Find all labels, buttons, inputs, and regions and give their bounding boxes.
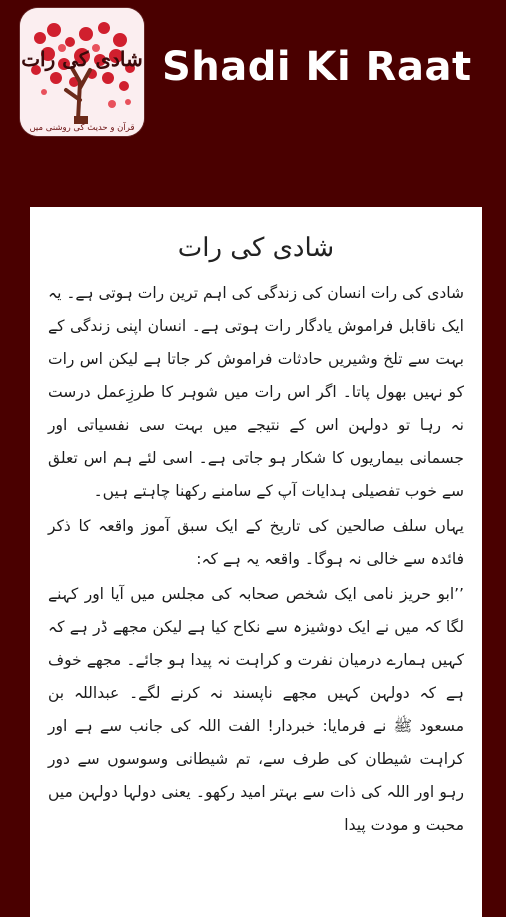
article-title: شادی کی رات <box>177 233 335 263</box>
heart-tree-icon <box>20 8 144 136</box>
article-paragraph: یہاں سلف صالحین کی تاریخ کے ایک سبق آموز واقعہ کا ذکر فائدہ سے خالی نہ ہوگا۔ واقعہ یہ ہے کہ: <box>48 517 464 568</box>
article-paragraph: شادی کی رات انسان کی زندگی کی اہم ترین رات ہوتی ہے۔ یہ ایک ناقابل فراموش یادگار رات ہوتی ہے۔ انسان اپنی زندگی کے بہت سے تلخ وشیریں حادثات فراموش کر جاتا ہے لیکن اس رات کو نہیں بھول پاتا۔ اگر اس رات میں شوہر کا طرزِعمل درست نہ رہا تو دولہن اس کے نتیجے میں بہت سی نفسیاتی اور جسمانی بیماریوں کا شکار ہو جاتی ہے۔ اسی لئے ہم اس تعلق سے خوب تفصیلی ہدایات آپ کے سامنے رکھنا چاہتے ہیں۔ <box>48 284 464 500</box>
icon-title: شادی کی رات <box>21 47 143 71</box>
article-paragraph: ’’ابو حریز نامی ایک شخص صحابہ کی مجلس میں آیا اور کہنے لگا کہ میں نے ایک دوشیزہ سے نکاح کیا ہے لیکن مجھے ڈر ہے کہ کہیں ہمارے درمیان نفرت و کراہت نہ پیدا ہو جائے۔ مجھے خوف ہے کہ دولہن کہیں مجھے ناپسند نہ کرنے لگے۔ عبداللہ بن مسعود ﷺ نے فرمایا: خبردار! الفت اللہ کی جانب سے ہے اور کراہت شیطان کی طرف سے، تم شیطانی وسوسوں سے دور رہو اور اللہ کی ذات سے بہتر امید رکھو۔ یعنی دولہا دولہن میں محبت و مودت پیدا <box>48 585 464 834</box>
icon-caption: قرآن و حدیث کی روشنی میں <box>29 123 135 133</box>
app-header <box>0 0 506 150</box>
article-body <box>30 277 482 842</box>
article-card <box>30 207 482 917</box>
app-title: Shadi Ki Raat <box>162 44 472 90</box>
app-logo <box>20 8 144 136</box>
